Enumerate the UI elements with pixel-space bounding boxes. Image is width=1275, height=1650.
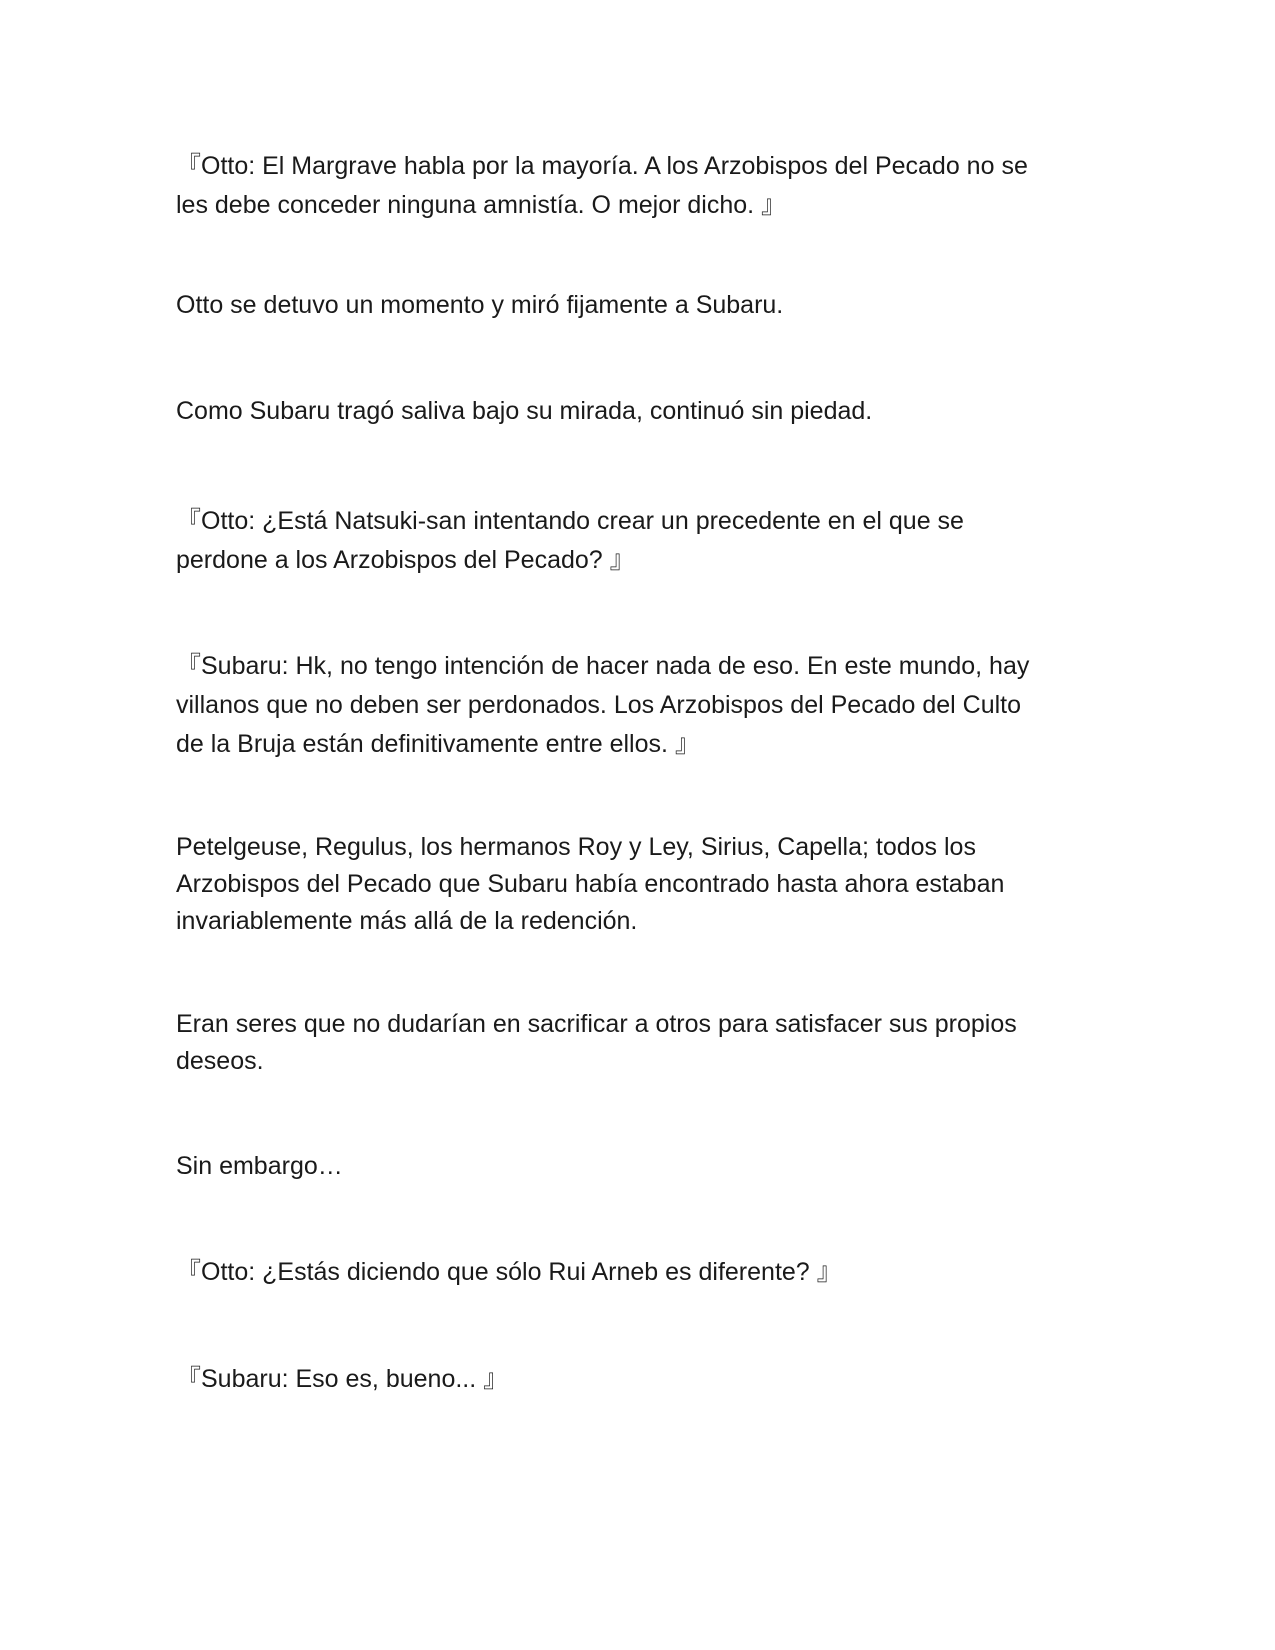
dialogue-subaru-villains <box>176 647 1096 764</box>
narration-line: Sin embargo… <box>176 1152 343 1180</box>
dialogue-line: 『Otto: ¿Está Natsuki-san intentando crear un precedente en el que se <box>176 507 964 535</box>
narration-line: invariablemente más allá de la redención. <box>176 907 638 935</box>
dialogue-line: 『Otto: ¿Estás diciendo que sólo Rui Arneb es diferente? 』 <box>176 1258 842 1286</box>
narration-otto-stares <box>176 286 1096 325</box>
narration-line: deseos. <box>176 1047 264 1075</box>
narration-beings-sacrifice <box>176 1006 1096 1080</box>
dialogue-otto-rui-arneb <box>176 1253 1096 1292</box>
dialogue-line: 『Subaru: Hk, no tengo intención de hacer nada de eso. En este mundo, hay <box>176 652 1030 680</box>
dialogue-line: les debe conceder ninguna amnistía. O mejor dicho. 』 <box>176 191 787 219</box>
dialogue-line: 『Otto: El Margrave habla por la mayoría. A los Arzobispos del Pecado no se <box>176 152 1028 180</box>
dialogue-line: 『Subaru: Eso es, bueno... 』 <box>176 1365 509 1393</box>
dialogue-otto-margrave <box>176 147 1096 225</box>
dialogue-line: de la Bruja están definitivamente entre ellos. 』 <box>176 730 700 758</box>
dialogue-otto-precedent <box>176 502 1096 580</box>
narration-line: Petelgeuse, Regulus, los hermanos Roy y Ley, Sirius, Capella; todos los <box>176 833 976 861</box>
narration-line: Arzobispos del Pecado que Subaru había encontrado hasta ahora estaban <box>176 870 1005 898</box>
dialogue-line: perdone a los Arzobispos del Pecado? 』 <box>176 546 635 574</box>
dialogue-subaru-well <box>176 1360 1096 1399</box>
narration-line: Eran seres que no dudarían en sacrificar a otros para satisfacer sus propios <box>176 1010 1017 1038</box>
narration-archbishops-list <box>176 829 1096 940</box>
narration-however <box>176 1147 1096 1186</box>
narration-subaru-swallows <box>176 392 1096 431</box>
narration-line: Como Subaru tragó saliva bajo su mirada, continuó sin piedad. <box>176 397 873 425</box>
narration-line: Otto se detuvo un momento y miró fijamente a Subaru. <box>176 291 784 319</box>
dialogue-line: villanos que no deben ser perdonados. Los Arzobispos del Pecado del Culto <box>176 691 1022 719</box>
